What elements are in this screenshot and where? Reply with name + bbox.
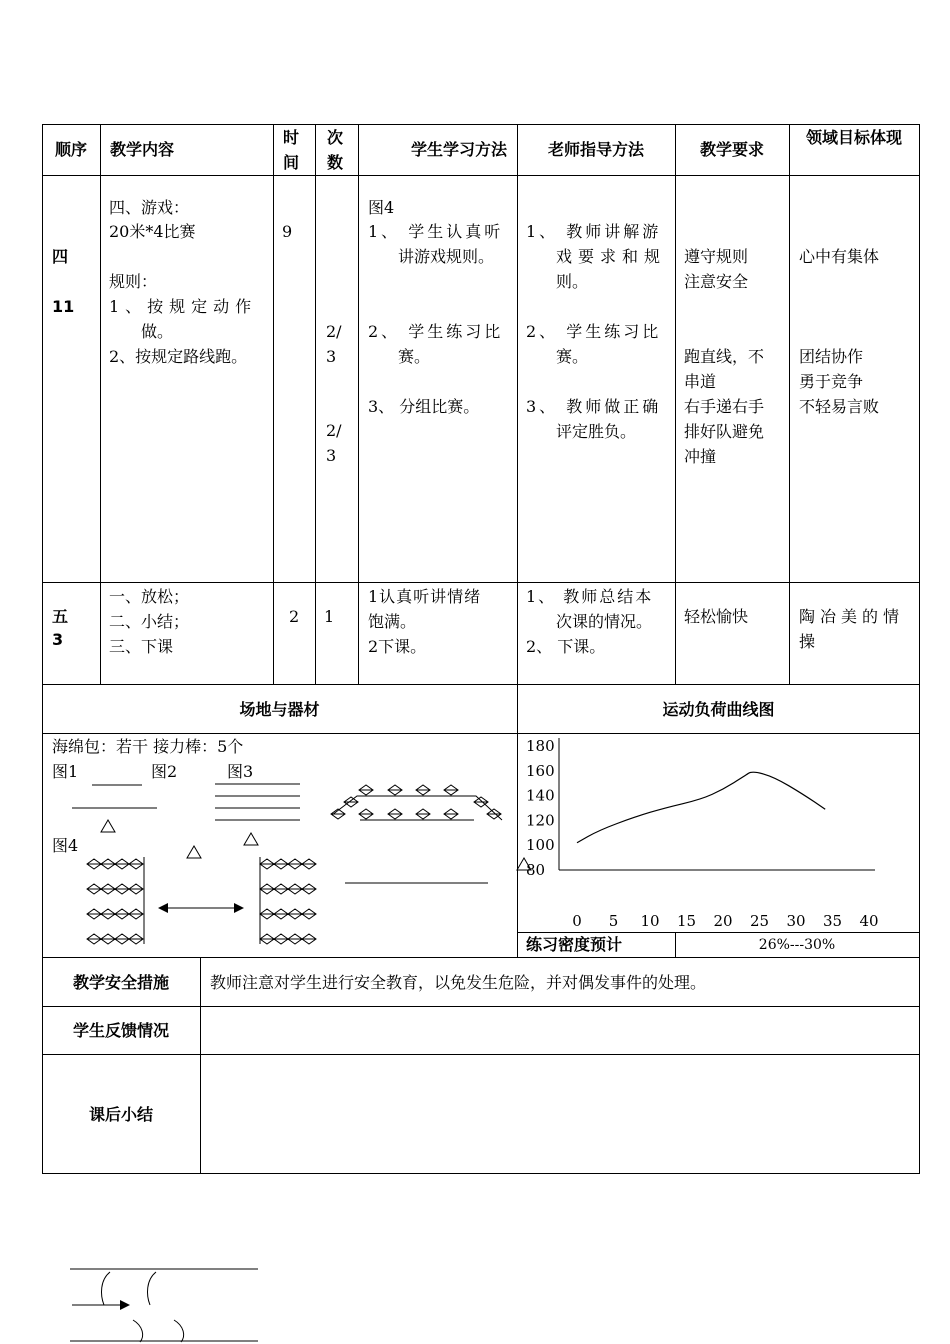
header-domain-goal: 领域目标体现 xyxy=(805,128,902,147)
runner-path xyxy=(102,1272,110,1305)
header-content: 教学内容 xyxy=(110,140,175,159)
row4-content-line: 20米*4比赛 xyxy=(109,222,196,241)
x-tick-label: 40 xyxy=(859,912,879,930)
fig1-label: 图1 xyxy=(52,762,79,781)
row4-count: 3 xyxy=(326,446,337,465)
row4-requirement-line: 右手递右手 xyxy=(684,397,765,416)
row5-time: 2 xyxy=(289,607,300,626)
row5-teacher-line: 1、 教师总结本 xyxy=(526,587,654,606)
row4-count: 3 xyxy=(326,347,337,366)
header-requirement: 教学要求 xyxy=(699,140,764,159)
row4-student-line: 讲游戏规则。 xyxy=(398,247,495,266)
row4-content-line: 四、游戏： xyxy=(109,198,190,217)
row4-student-line: 3、 分组比赛。 xyxy=(368,397,480,416)
row4-content-line: 1、按规定动作 xyxy=(109,297,258,316)
row5-teacher-line: 2、 下课。 xyxy=(526,637,606,656)
density-label: 练习密度预计 xyxy=(526,935,623,954)
row4-goal-line: 勇于竞争 xyxy=(799,372,864,391)
row5-goal-line: 操 xyxy=(799,632,816,651)
header-teacher-method: 老师指导方法 xyxy=(547,140,644,159)
runner-path xyxy=(174,1320,184,1342)
row5-requirement: 轻松愉快 xyxy=(684,607,749,626)
header-student-method: 学生学习方法 xyxy=(410,140,507,159)
row4-requirement-line: 排好队避免 xyxy=(684,422,765,441)
row5-order: 五 xyxy=(52,607,69,626)
row5-order-num: 3 xyxy=(52,630,64,649)
equipment-text: 海绵包：若干 接力棒：5个 xyxy=(52,737,244,756)
fig3-label: 图3 xyxy=(227,762,254,781)
y-tick-label: 100 xyxy=(526,836,555,855)
row5-content-line: 三、下课 xyxy=(109,637,174,656)
row4-teacher-line: 戏要求和规 xyxy=(556,247,667,266)
row4-time: 9 xyxy=(282,222,293,241)
row4-goal-line: 团结协作 xyxy=(799,347,864,366)
row4-content-line: 2、按规定路线跑。 xyxy=(109,347,248,366)
row4-teacher-line: 评定胜负。 xyxy=(556,422,637,441)
row4-count: 2/ xyxy=(326,421,342,440)
x-tick-label: 5 xyxy=(608,912,619,930)
row4-order: 四 xyxy=(52,247,69,266)
runner-path xyxy=(133,1320,143,1342)
venue-title: 场地与器材 xyxy=(239,700,320,719)
x-tick-label: 35 xyxy=(822,912,843,930)
summary-label: 课后小结 xyxy=(88,1105,153,1124)
row4-requirement-line: 串道 xyxy=(684,372,717,391)
fig4-label: 图4 xyxy=(52,836,79,855)
row4-goal-line: 心中有集体 xyxy=(799,247,880,266)
row4-order-num: 11 xyxy=(52,297,75,316)
arrow-right-icon xyxy=(120,1300,130,1310)
row4-teacher-line: 则。 xyxy=(556,272,589,291)
x-tick-label: 20 xyxy=(713,912,733,930)
row4-teacher-line: 3、 教师做正确 xyxy=(526,397,662,416)
y-tick-label: 120 xyxy=(526,811,555,830)
y-tick-label: 140 xyxy=(526,786,555,805)
row5-content-line: 二、小结； xyxy=(109,612,190,631)
x-tick-label: 0 xyxy=(572,912,582,930)
row5-content-line: 一、放松； xyxy=(109,587,190,606)
row4-requirement-line: 冲撞 xyxy=(684,447,717,466)
fig2-label: 图2 xyxy=(151,762,178,781)
row4-student-line: 2、 学生练习比 xyxy=(368,322,504,341)
x-tick-label: 15 xyxy=(676,912,697,930)
row5-student-line: 2下课。 xyxy=(368,637,427,656)
row4-content-line: 做。 xyxy=(141,322,174,341)
safety-text: 教师注意对学生进行安全教育，以免发生危险，并对偶发事件的处理。 xyxy=(210,973,707,992)
row4-content-line: 规则： xyxy=(109,272,158,291)
x-tick-label: 10 xyxy=(640,912,660,930)
y-tick-label: 180 xyxy=(526,737,555,755)
header-order: 顺序 xyxy=(54,140,87,159)
row5-student-line: 饱满。 xyxy=(368,612,417,631)
y-tick-label: 80 xyxy=(526,861,546,879)
row5-count: 1 xyxy=(324,607,335,626)
row4-requirement-line: 遵守规则 xyxy=(684,247,749,266)
row4-requirement-line: 注意安全 xyxy=(684,272,749,291)
density-value: 26%---30% xyxy=(758,937,836,953)
row4-count: 2/ xyxy=(326,322,342,341)
y-tick-label: 160 xyxy=(526,761,555,780)
safety-label: 教学安全措施 xyxy=(72,973,169,992)
x-tick-label: 30 xyxy=(786,912,806,930)
row4-teacher-line: 2、 学生练习比 xyxy=(526,322,662,341)
feedback-label: 学生反馈情况 xyxy=(72,1021,169,1040)
header-count: 次数 xyxy=(326,128,343,172)
x-tick-label: 25 xyxy=(749,912,770,930)
row4-teacher-line: 1、 教师讲解游 xyxy=(526,222,662,241)
row5-goal-line: 陶冶美的情 xyxy=(799,607,905,626)
runner-path xyxy=(148,1272,156,1305)
row4-student-line: 1、 学生认真听 xyxy=(368,222,504,241)
row4-goal-line: 不轻易言败 xyxy=(799,397,880,416)
row4-student-line: 赛。 xyxy=(398,347,431,366)
row4-student-line: 图4 xyxy=(368,198,395,217)
row4-requirement-line: 跑直线，不 xyxy=(684,347,765,366)
header-time: 时间 xyxy=(282,128,299,172)
load-curve-title: 运动负荷曲线图 xyxy=(662,700,775,719)
row5-teacher-line: 次课的情况。 xyxy=(556,612,653,631)
row4-teacher-line: 赛。 xyxy=(556,347,589,366)
row5-student-line: 1认真听讲情绪 xyxy=(368,587,482,606)
